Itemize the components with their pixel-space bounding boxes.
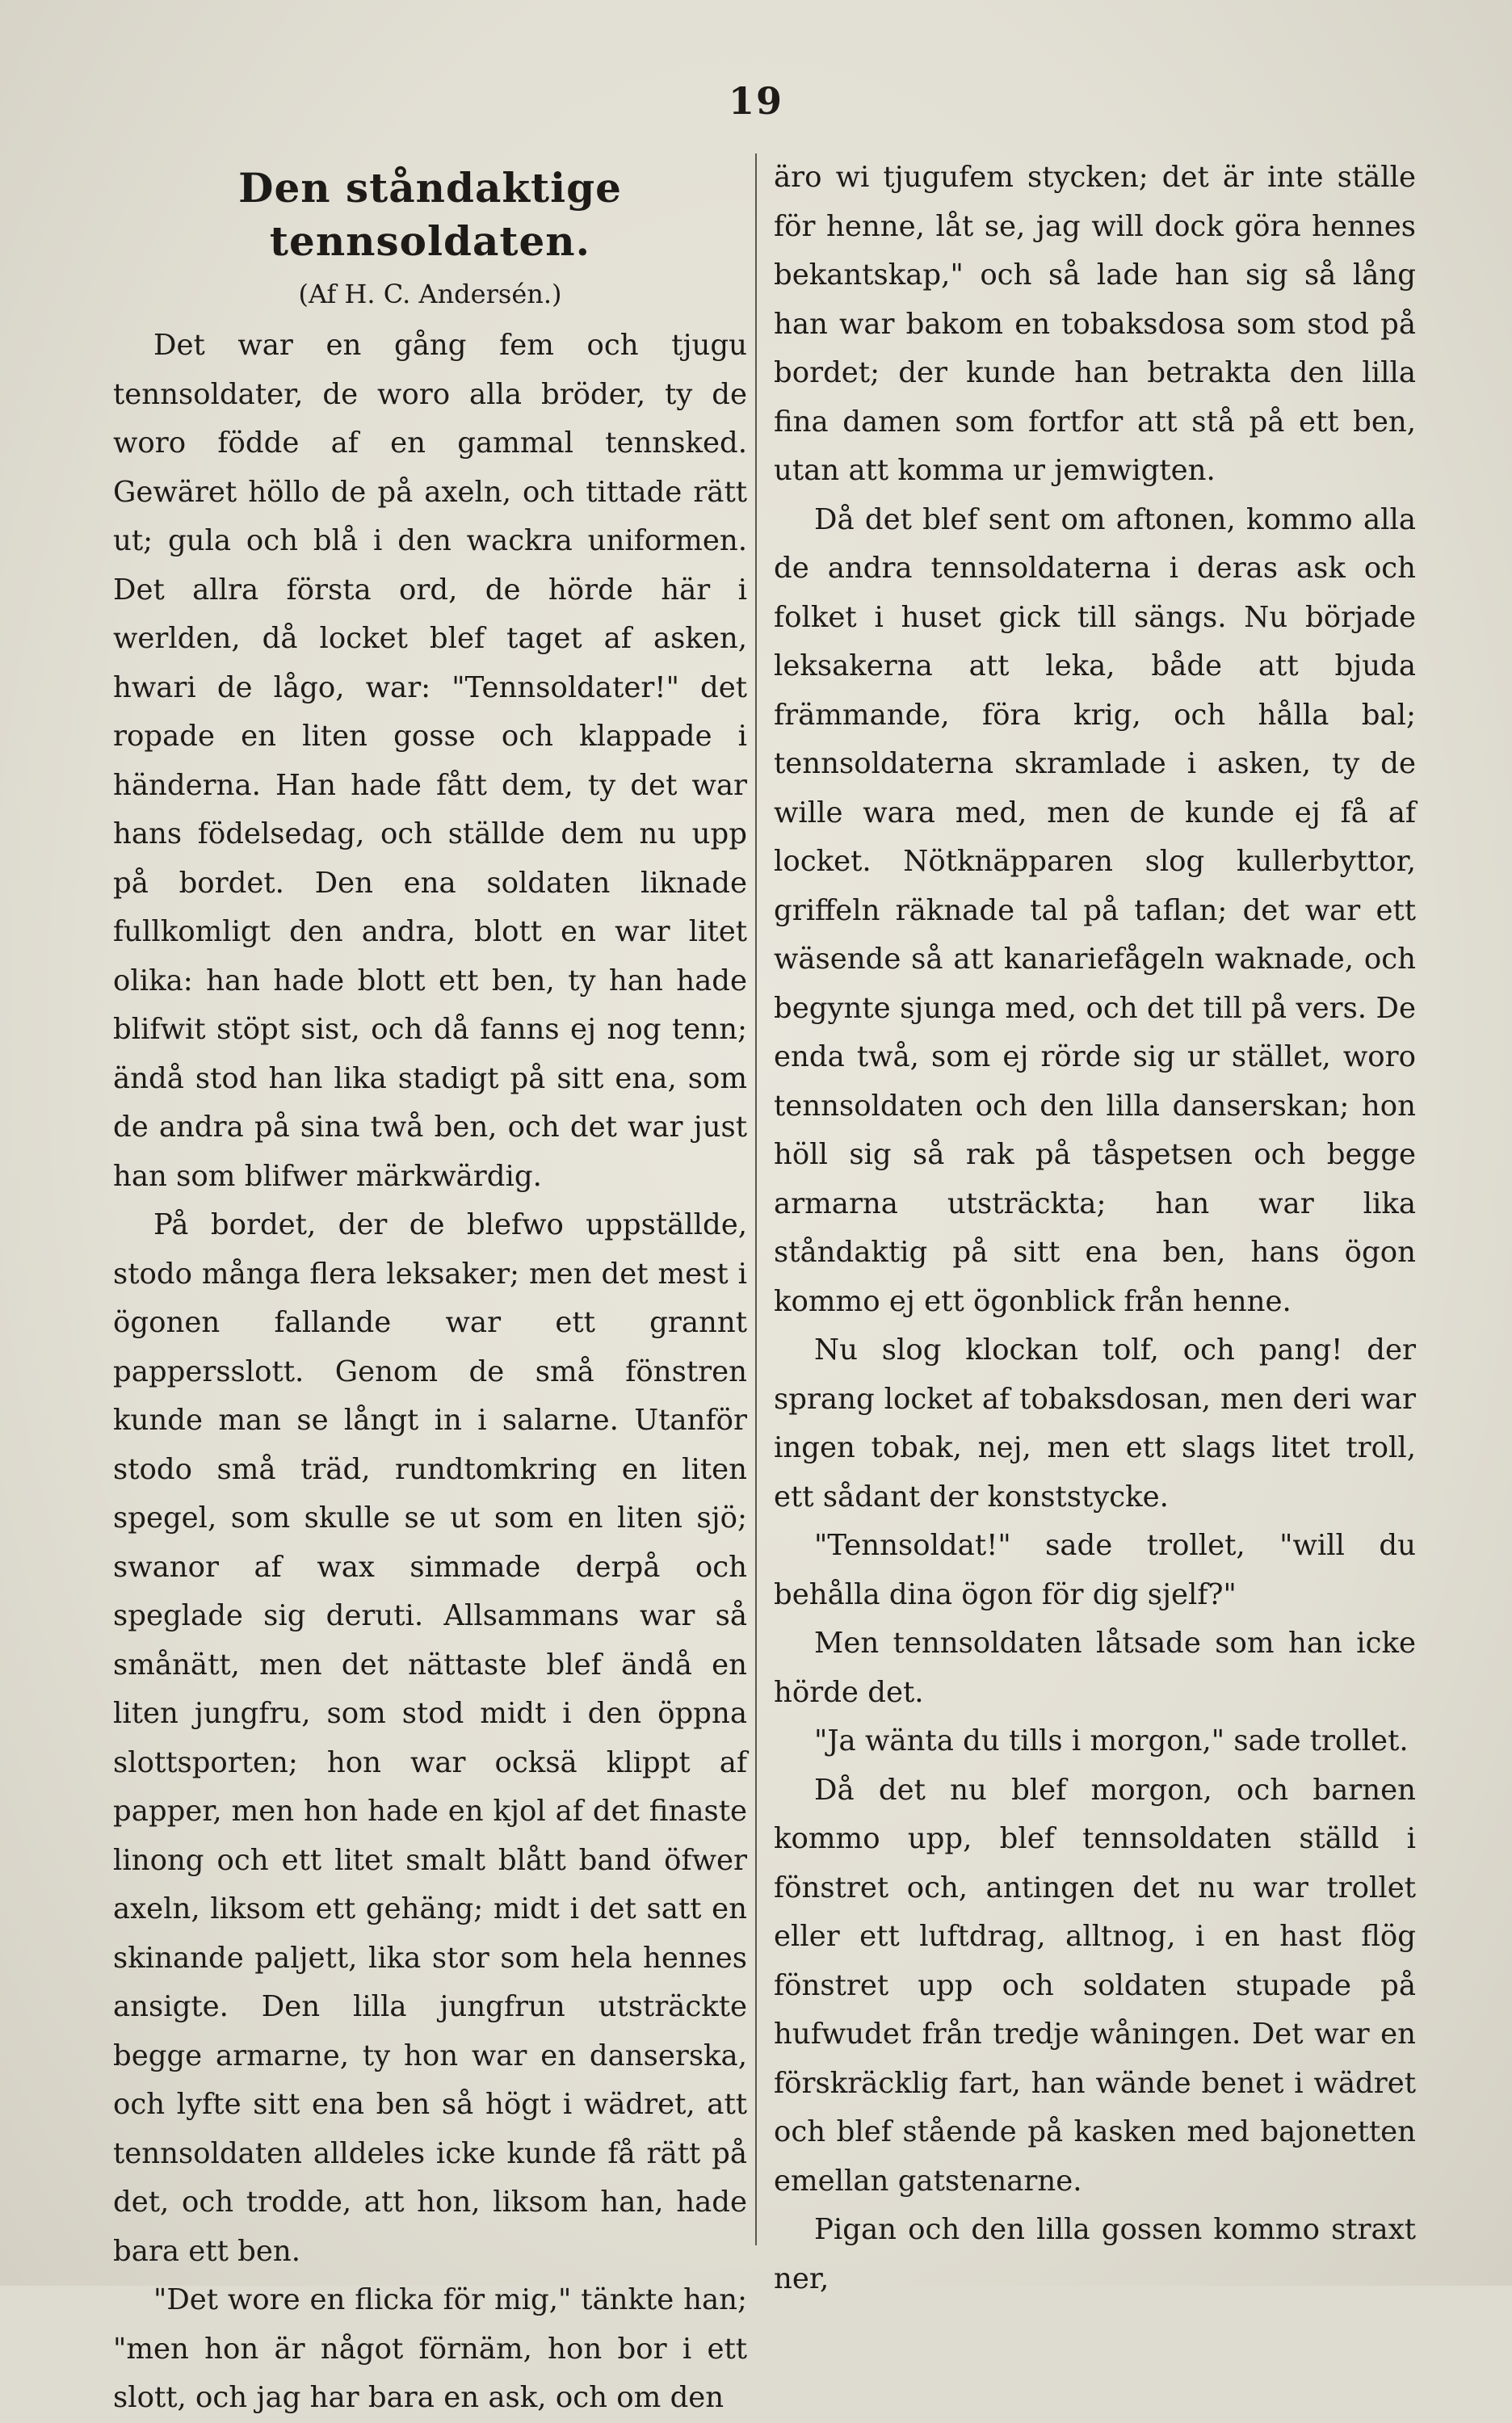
column-divider — [755, 153, 757, 2245]
paragraph: "Tennsoldat!" sade trollet, "will du behålla dina ögon för dig sjelf?" — [774, 1529, 1416, 1611]
page-number: 19 — [728, 79, 783, 123]
paragraph: Då det nu blef morgon, och barnen kommo upp, blef tennsoldaten ställd i fönstret och, antingen det nu war trollet eller ett luftdrag, alltnog, i en hast flög fönstret upp och soldaten stupade på hufwudet från tredje wåningen. Det war en förskräcklig fart, han wände benet i wädret och blef stående på kasken med bajonetten emellan gatstenarne. — [774, 1773, 1416, 2198]
paragraph: äro wi tjugufem stycken; det är inte ställe för henne, låt se, jag will dock göra hennes bekantskap," och så lade han sig så lång han war bakom en tobaksdosa som stod på bordet; der kunde han betrakta den lilla fina damen som fortfor att stå på ett ben, utan att komma ur jemwigten. — [774, 161, 1416, 487]
article-title: Den ståndaktige tennsoldaten. — [238, 164, 622, 265]
paragraph: Det war en gång fem och tjugu tennsoldater, de woro alla bröder, ty de woro födde af en gammal tennsked. Gewäret höllo de på axeln, och tittade rätt ut; gula och blå i den wackra uniformen. Det allra första ord, de hörde här i werlden, då locket blef taget af asken, hwari de lågo, war: "Tennsoldater!" det ropade en liten gosse och klappade i händerna. Han hade fått dem, ty det war hans födelsedag, och ställde dem nu upp på bordet. Den ena soldaten liknade fullkomligt den andra, blott en war litet olika: han hade blott ett ben, ty han hade blifwit stöpt sist, och då fanns ej nog tenn; ändå stod han lika stadigt på sitt ena, som de andra på sina twå ben, och det war just han som blifwer märkwärdig. — [113, 329, 747, 1193]
paragraph: Nu slog klockan tolf, och pang! der sprang locket af tobaksdosan, men deri war ingen tobak, nej, men ett slags litet troll, ett sådant der konststycke. — [774, 1333, 1416, 1514]
paragraph: På bordet, der de blefwo uppställde, stodo många flera leksaker; men det mest i ögonen fallande war ett grannt pappersslott. Genom de små fönstren kunde man se långt in i salarne. Utanför stodo små träd, rundtomkring en liten spegel, som skulle se ut som en liten sjö; swanor af wax simmade derpå och speglade sig deruti. Allsammans war så smånätt, men det nättaste blef ändå en liten jungfru, som stod midt i den öppna slottsporten; hon war ocksä klippt af papper, men hon hade en kjol af det finaste linong och ett litet smalt blått band öfwer axeln, liksom ett gehäng; midt i det satt en skinande paljett, lika stor som hela hennes ansigte. Den lilla jungfrun utsträckte begge armarne, ty hon war en danserska, och lyfte sitt ena ben så högt i wädret, att tennsoldaten alldeles icke kunde få rätt på det, och trodde, att hon, liksom han, hade bara ett ben. — [113, 1208, 747, 2268]
left-column — [113, 153, 747, 2414]
paragraph: Då det blef sent om aftonen, kommo alla de andra tennsoldaterna i deras ask och folket i huset gick till sängs. Nu började leksakerna att leka, både att bjuda främmande, föra krig, och hålla bal; tennsoldaterna skramlade i asken, ty de wille wara med, men de kunde ej få af locket. Nötknäpparen slog kullerbyttor, griffeln räknade tal på taflan; det war ett wäsende så att kanariefågeln waknade, och begynte sjunga med, och det till på vers. De enda twå, som ej rörde sig ur stället, woro tennsoldaten och den lilla danserskan; hon höll sig så rak på tåspetsen och begge armarna utsträckta; han war lika ståndaktig på sitt ena ben, hans ögon kommo ej ett ögonblick från henne. — [774, 502, 1416, 1318]
paragraph: "Ja wänta du tills i morgon," sade trollet. — [814, 1724, 1409, 1757]
article-byline: (Af H. C. Andersén.) — [298, 279, 562, 309]
paragraph: Men tennsoldaten låtsade som han icke hörde det. — [774, 1627, 1416, 1709]
paragraph: Pigan och den lilla gossen kommo straxt ner, — [774, 2213, 1416, 2295]
right-column — [774, 153, 1416, 2295]
paragraph: "Det wore en flicka för mig," tänkte han; "men hon är något förnäm, hon bor i ett slott, och jag har bara en ask, och om den — [113, 2283, 747, 2414]
